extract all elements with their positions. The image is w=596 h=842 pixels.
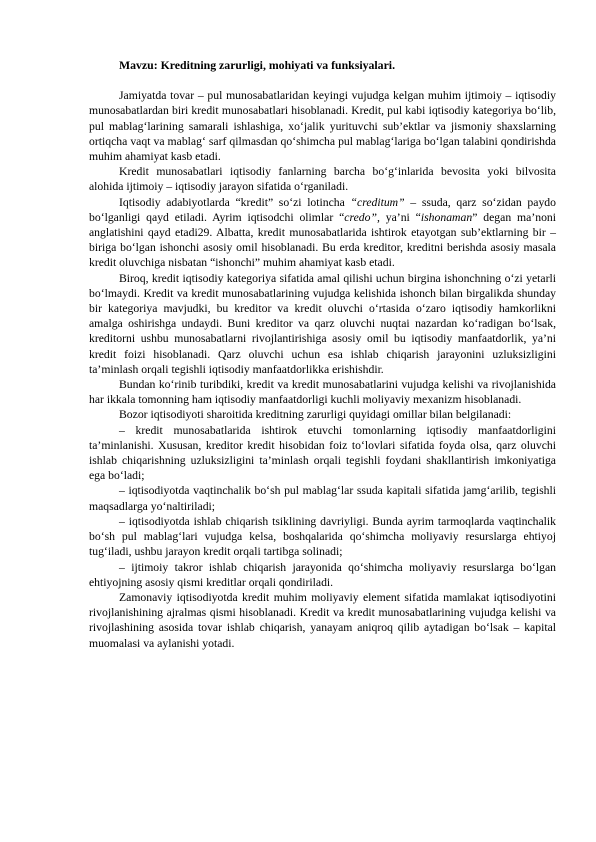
body-paragraph — [89, 560, 556, 590]
document-title: Mavzu: Kreditning zarurligi, mohiyati va funksiyalari. — [119, 58, 396, 72]
body-paragraph — [89, 590, 556, 651]
body-paragraph — [89, 88, 556, 164]
body-paragraph — [89, 164, 556, 194]
italic-text: credo”, — [344, 210, 380, 224]
paragraph-text: Iqtisodiy adabiyotlarda “kredit” so‘zi lotincha — [119, 195, 351, 209]
italic-text: ishonaman — [420, 210, 473, 224]
paragraph-text: Kredit munosabatlari iqtisodiy fanlarning barcha bo‘g‘inlarida bevosita yoki bilvosita alohida ijtimoiy – iqtisodiy jarayon sifatida o‘rganiladi. — [89, 165, 556, 194]
paragraph-text: ” degan ma’noni anglatishini qayd etadi29. Albatta, kredit munosabatlarida ishtirok etayotgan sub’ektlarning bir – biriga bo‘lgan ishonchi asosiy omil hisoblanadi. Bu erda kreditor, kreditni berishda asosiy masala kredit oluvchiga nisbatan “ishonchi” muhim ahamiyat kasb etadi. — [89, 210, 556, 270]
paragraph-text: Bozor iqtisodiyoti sharoitida kreditning zarurligi quyidagi omillar bilan belgilanadi: — [119, 408, 512, 422]
body-paragraph — [89, 514, 556, 560]
paragraph-text: Jamiyatda tovar – pul munosabatlaridan keyingi vujudga kelgan muhim ijtimoiy – iqtisodiy munosabatlardan biri kredit munosabatlari hisoblanadi. Kredit, pul kabi iqtisodiy kategoriya bo‘lib, pul mablag‘larining samarali ishlashiga, xo‘jalik yurituvchi sub’ektlar va jismoniy shaxslarning ortiqcha vaqt va mablag‘ sarf qilmasdan qo‘shimcha pul mablag‘lariga bo‘lgan talabini qondirishda muhim ahamiyat kasb etadi. — [89, 89, 556, 164]
paragraph-text: – ijtimoiy takror ishlab chiqarish jarayonida qo‘shimcha moliyaviy resurslarga bo‘lgan ehtiyojning asosiy qismi kreditlar orqali qondiriladi. — [89, 560, 556, 589]
document-page — [89, 58, 556, 651]
document-body — [89, 88, 556, 651]
body-paragraph — [89, 195, 556, 271]
paragraph-text: – kredit munosabatlarida ishtirok etuvchi tomonlarning iqtisodiy manfaatdorligini ta’minlanishi. Xususan, kreditor kredit hisobidan foiz to‘lovlari sifatida foyda olsa, qarz oluvchi ishlab chiqarishning uzluksizligini ta’minlash orqali tegishli foydani shakllantirish imkoniyatiga ega bo‘ladi; — [89, 423, 556, 483]
paragraph-text: – ssuda, qarz so‘zidan paydo bo‘lganligi qayd etiladi. Ayrim iqtisodchi olimlar “ — [89, 195, 556, 224]
body-paragraph — [89, 423, 556, 484]
paragraph-text: Bundan ko‘rinib turibdiki, kredit va kredit munosabatlarini vujudga kelishi va rivojlanishida har ikkala tomonning ham iqtisodiy manfaatdorligi kuchli moliyaviy mexanizm hisoblanadi. — [89, 378, 556, 407]
body-paragraph — [89, 407, 556, 422]
paragraph-text: – iqtisodiyotda vaqtinchalik bo‘sh pul mablag‘lar ssuda kapitali sifatida jamg‘arilib, tegishli maqsadlarga yo‘naltiriladi; — [89, 484, 556, 513]
body-paragraph — [89, 483, 556, 513]
paragraph-text: Biroq, kredit iqtisodiy kategoriya sifatida amal qilishi uchun birgina ishonchning o‘zi yetarli bo‘lmaydi. Kredit va kredit munosabatlarining vujudga kelishida ishonch bilan birgalikda shunday bir kategoriya mavjudki, bu kreditor va kredit oluvchi o‘rtasida o‘zaro iqtisodiy hamkorlikni amalga oshirishga undaydi. Buni kreditor va qarz oluvchi nuqtai nazardan ko‘radigan bo‘lsak, kreditorni ushbu munosabatlarni rivojlantirishiga asosiy omil bu iqtisodiy manfaatdorlik, ya’ni kredit foizi hisoblanadi. Qarz oluvchi uchun esa ishlab chiqarish jarayonini uzluksizligini ta’minlash orqali tegishli iqtisodiy manfaatdorlikka erishishdir. — [89, 271, 556, 376]
body-paragraph — [89, 271, 556, 377]
italic-text: “creditum” — [350, 195, 405, 209]
paragraph-text: Zamonaviy iqtisodiyotda kredit muhim moliyaviy element sifatida mamlakat iqtisodiyotini rivojlanishining ajralmas qismi hisoblanadi. Kredit va kredit munosabatlarining vujudga kelishi va rivojlashining asosida tovar ishlab chiqarish, yanayam aniqroq qilib aytadigan bo‘lsak – kapital muomalasi va aylanishi yotadi. — [89, 590, 556, 650]
paragraph-text: – iqtisodiyotda ishlab chiqarish tsiklining davriyligi. Bunda ayrim tarmoqlarda vaqtinchalik bo‘sh pul mablag‘lari vujudga kelsa, boshqalarida qo‘shimcha moliyaviy resurslarga ehtiyoj tug‘iladi, ushbu jarayon kredit orqali tartibga solinadi; — [89, 514, 556, 559]
body-paragraph — [89, 377, 556, 407]
paragraph-text: ya’ni “ — [379, 210, 421, 224]
